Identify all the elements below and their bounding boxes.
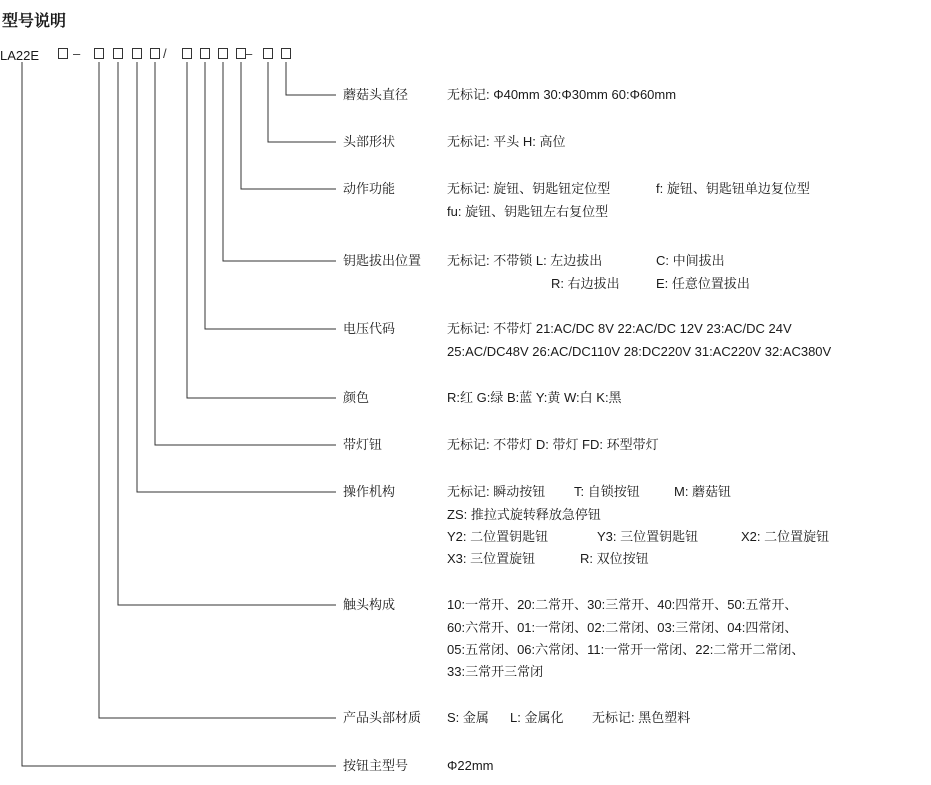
leader-line [155,62,336,445]
leader-line [137,62,336,492]
row-description: R: 双位按钮 [580,551,649,566]
row-label: 产品头部材质 [343,710,422,725]
row-description: 无标记: 平头 H: 高位 [447,134,566,149]
row-description: E: 任意位置拔出 [656,276,750,291]
row-label: 头部形状 [343,134,396,149]
row-description: 05:五常闭、06:六常闭、11:一常开一常闭、22:二常开二常闭、 [447,642,805,657]
row-description: Y3: 三位置钥匙钮 [597,529,699,544]
model-prefix: LA22E [0,48,40,63]
row-description: Φ22mm [447,758,494,773]
row-description: 无标记: Φ40mm 30:Φ30mm 60:Φ60mm [447,87,677,102]
row-description: X3: 三位置旋钮 [447,551,536,566]
leader-line [286,62,336,95]
row-label: 动作功能 [343,181,396,196]
row-description: 10:一常开、20:二常开、30:三常开、40:四常开、50:五常开、 [447,597,798,612]
row-description: 无标记: 黑色塑料 [592,710,691,725]
row-description: ZS: 推拉式旋转释放急停钮 [447,507,601,522]
row-description: 无标记: 不带锁 L: 左边拔出 [447,253,603,268]
row-description: C: 中间拔出 [656,253,725,268]
row-description: X2: 二位置旋钮 [741,529,830,544]
row-label: 触头构成 [343,597,396,612]
page-title: 型号说明 [2,13,67,30]
row-description: Y2: 二位置钥匙钮 [447,529,549,544]
row-description: 无标记: 不带灯 D: 带灯 FD: 环型带灯 [447,437,659,452]
leader-line [268,62,336,142]
row-label: 钥匙拔出位置 [343,253,422,268]
row-label: 蘑菇头直径 [343,87,409,102]
leader-line [118,62,336,605]
row-description: 60:六常开、01:一常闭、02:二常闭、03:三常闭、04:四常闭、 [447,620,798,635]
row-label: 操作机构 [343,484,396,499]
model-dash-2: – [245,46,253,61]
row-description: R: 右边拔出 [551,276,620,291]
row-description: T: 自锁按钮 [574,484,640,499]
row-description: 无标记: 旋钮、钥匙钮定位型 [447,181,611,196]
row-description: 无标记: 瞬动按钮 [447,484,546,499]
leader-line [205,62,336,329]
leader-line [187,62,336,398]
row-description: L: 金属化 [510,710,564,725]
leader-line [99,62,336,718]
row-label: 带灯钮 [343,437,383,452]
row-description: 33:三常开三常闭 [447,664,544,679]
row-label: 按钮主型号 [343,758,409,773]
model-slash: / [163,46,167,61]
row-description: fu: 旋钮、钥匙钮左右复位型 [447,204,609,219]
model-dash-1: – [73,46,81,61]
row-description: f: 旋钮、钥匙钮单边复位型 [656,181,810,196]
row-label: 电压代码 [343,321,396,336]
row-description: S: 金属 [447,710,489,725]
row-description: R:红 G:绿 B:蓝 Y:黄 W:白 K:黑 [447,390,622,405]
leader-line [22,62,336,766]
row-label: 颜色 [343,390,370,405]
row-description: 无标记: 不带灯 21:AC/DC 8V 22:AC/DC 12V 23:AC/DC 24V [447,321,792,336]
leader-line [241,62,336,189]
leader-line [223,62,336,261]
row-description: 25:AC/DC48V 26:AC/DC110V 28:DC220V 31:AC220V 32:AC380V [447,344,832,359]
row-description: M: 蘑菇钮 [674,484,732,499]
